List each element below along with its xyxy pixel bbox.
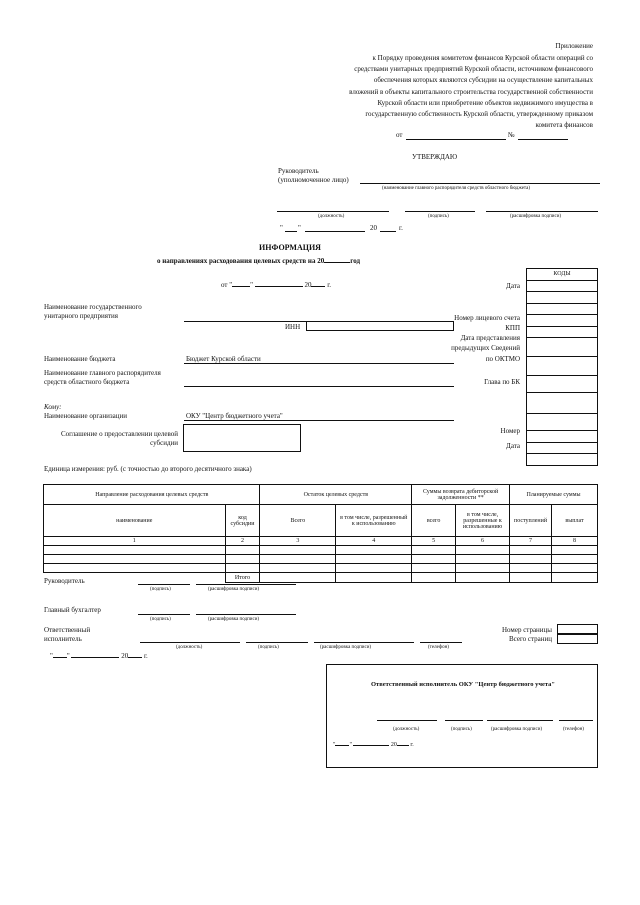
approve-date-quote-open: " xyxy=(280,224,283,232)
approver-org-line xyxy=(360,183,600,184)
footer-head-label: Руководитель xyxy=(44,577,85,585)
approver-org-caption: (наименование главного распорядителя средств областного бюджета) xyxy=(382,186,531,191)
approve-date-g: г. xyxy=(399,224,403,232)
orgname-value: ОКУ "Центр бюджетного учета" xyxy=(186,412,283,420)
total-pages-field[interactable] xyxy=(557,634,598,644)
resp-phone-caption: (телефон) xyxy=(428,645,449,650)
grbs-line[interactable] xyxy=(184,386,454,387)
code-cell-account[interactable] xyxy=(527,315,598,327)
doc-date-quote-close: " xyxy=(250,281,253,289)
cbu-date-g: г. xyxy=(410,742,414,748)
order-date-line xyxy=(406,139,506,140)
table-row xyxy=(44,546,598,555)
approver-signature-caption: (подпись) xyxy=(428,214,449,219)
cbu-dec-caption: (расшифровка подписи) xyxy=(491,727,543,732)
cell[interactable] xyxy=(552,564,598,573)
col-num: 4 xyxy=(336,537,412,546)
code-cell-date[interactable] xyxy=(527,280,598,292)
resp-sig-line[interactable] xyxy=(246,642,308,643)
footer-head-dec-caption: (расшифровка подписи) xyxy=(208,587,260,592)
responsible-label-2: исполнитель xyxy=(44,635,82,643)
cell[interactable] xyxy=(510,546,552,555)
col-num: 2 xyxy=(225,537,260,546)
appendix-line: вложений в объекты капитального строительства государственной собственности xyxy=(349,87,593,96)
cell[interactable] xyxy=(225,564,260,573)
code-cell-bk[interactable] xyxy=(527,376,598,393)
document-subtitle xyxy=(157,257,360,265)
cell[interactable] xyxy=(412,564,456,573)
appendix-title: Приложение xyxy=(555,42,593,50)
cell[interactable] xyxy=(552,573,598,583)
doc-date-year: 20 xyxy=(304,281,312,289)
page-number-field[interactable] xyxy=(557,624,598,634)
header-direction: Направление расходования целевых средств xyxy=(44,485,260,505)
order-from-label: от xyxy=(396,131,403,139)
doc-date-g: г. xyxy=(327,281,332,289)
cell[interactable] xyxy=(552,555,598,564)
cell[interactable] xyxy=(456,555,510,564)
main-table xyxy=(43,484,598,583)
chief-sig-caption: (подпись) xyxy=(150,617,171,622)
header-return: Суммы возврата дебиторской задолженности ** xyxy=(412,485,510,505)
agreement-field[interactable] xyxy=(183,424,301,452)
codes-table xyxy=(526,268,598,466)
col-num: 6 xyxy=(456,537,510,546)
order-number-label: № xyxy=(508,131,515,139)
cbu-date-quote-open: " xyxy=(333,742,336,748)
cbu-dec-line[interactable] xyxy=(487,720,553,721)
appendix-line: обеспечения которых являются субсидии на осуществление капитальных xyxy=(373,76,593,85)
document-title: ИНФОРМАЦИЯ xyxy=(259,243,321,252)
resp-pos-line[interactable] xyxy=(140,642,240,643)
doc-date xyxy=(221,281,331,289)
cbu-sig-line[interactable] xyxy=(445,720,483,721)
cell[interactable] xyxy=(44,546,226,555)
approver-decode-line xyxy=(486,211,598,212)
label-number: Номер xyxy=(500,427,520,435)
order-number-line xyxy=(518,139,568,140)
label-agreement-1: Соглашение о предоставлении целевой xyxy=(61,430,178,438)
cbu-sig-caption: (подпись) xyxy=(451,727,472,732)
footer-head-sig-caption: (подпись) xyxy=(150,587,171,592)
cell[interactable] xyxy=(412,573,456,583)
approve-date-year-line xyxy=(380,231,396,232)
label-grbs-2: средств областного бюджета xyxy=(44,378,130,386)
chief-dec-line[interactable] xyxy=(196,614,296,615)
header-code: код субсидии xyxy=(225,505,260,537)
code-cell-date2[interactable] xyxy=(527,442,598,454)
code-cell-prev-date[interactable] xyxy=(527,338,598,357)
approver-position-line xyxy=(277,211,389,212)
approver-decode-caption: (расшифровка подписи) xyxy=(510,214,562,219)
cell[interactable] xyxy=(456,573,510,583)
header-total: Всего xyxy=(260,505,336,537)
cell[interactable] xyxy=(260,546,336,555)
label-org-2: унитарного предприятия xyxy=(44,312,118,320)
cell[interactable] xyxy=(510,555,552,564)
table-total-row xyxy=(44,573,598,583)
chief-dec-caption: (расшифровка подписи) xyxy=(208,617,260,622)
footer-head-dec-line[interactable] xyxy=(196,584,296,585)
footer-date-year: 20 xyxy=(121,652,129,660)
header-payments: выплат xyxy=(552,505,598,537)
label-date-2: Дата xyxy=(506,442,520,450)
cell[interactable] xyxy=(336,573,412,583)
header-incl-2: в том числе, разрешенные к использованию xyxy=(456,505,510,537)
cell[interactable] xyxy=(260,573,336,583)
label-whom: Кому: xyxy=(44,403,62,411)
label-inn: ИНН xyxy=(285,323,301,331)
label-budget: Наименование бюджета xyxy=(44,355,116,363)
footer-head-sig-line[interactable] xyxy=(138,584,190,585)
cell[interactable] xyxy=(260,564,336,573)
inn-field[interactable] xyxy=(306,321,454,331)
code-cell-number[interactable] xyxy=(527,431,598,443)
cbu-date-quote-close: " xyxy=(349,742,352,748)
cbu-box xyxy=(326,664,598,768)
cbu-box-title: Ответственный исполнитель ОКУ "Центр бюджетного учета" xyxy=(370,681,556,688)
cell[interactable] xyxy=(552,546,598,555)
cell[interactable] xyxy=(44,555,226,564)
cell[interactable] xyxy=(510,573,552,583)
doc-date-quote-open: " xyxy=(229,281,233,289)
resp-pos-caption: (должность) xyxy=(176,645,203,650)
unit-label: Единица измерения: руб. (с точностью до второго десятичного знака) xyxy=(44,465,252,473)
codes-header: КОДЫ xyxy=(527,269,598,281)
cbu-date xyxy=(333,742,414,748)
approve-date-month-line xyxy=(305,231,365,232)
label-account: Номер лицевого счета xyxy=(454,314,520,322)
cell[interactable] xyxy=(456,564,510,573)
approve-title: УТВЕРЖДАЮ xyxy=(412,153,458,161)
code-cell-oktmo[interactable] xyxy=(527,357,598,376)
label-kpp: КПП xyxy=(505,324,520,332)
approver-sublabel: (уполномоченное лицо) xyxy=(278,176,349,184)
cell[interactable] xyxy=(336,564,412,573)
col-num: 5 xyxy=(412,537,456,546)
header-planned: Планируемые суммы xyxy=(510,485,598,505)
cell[interactable] xyxy=(412,555,456,564)
subtitle-year-label: год xyxy=(350,257,361,265)
label-org-1: Наименование государственного xyxy=(44,303,142,311)
subtitle-text: о направлениях расходования целевых средств на 20 xyxy=(157,257,325,265)
resp-phone-line[interactable] xyxy=(420,642,462,643)
cell[interactable] xyxy=(336,555,412,564)
col-num: 3 xyxy=(260,537,336,546)
code-cell[interactable] xyxy=(527,292,598,304)
col-num: 7 xyxy=(510,537,552,546)
appendix-text xyxy=(233,53,593,131)
budget-value: Бюджет Курской области xyxy=(186,355,261,363)
header-total-2: всего xyxy=(412,505,456,537)
footer-date-g: г. xyxy=(143,652,148,660)
label-date: Дата xyxy=(506,282,520,290)
resp-dec-line[interactable] xyxy=(314,642,414,643)
approver-label: Руководитель xyxy=(278,167,319,175)
table-row xyxy=(44,555,598,564)
footer-date-quote-close: " xyxy=(66,652,70,660)
cell[interactable] xyxy=(510,564,552,573)
label-agreement-2: субсидии xyxy=(150,439,178,447)
orgname-line xyxy=(184,420,454,421)
cell[interactable] xyxy=(412,546,456,555)
cell[interactable] xyxy=(44,564,226,573)
chief-sig-line[interactable] xyxy=(138,614,190,615)
header-remainder: Остаток целевых средств xyxy=(260,485,412,505)
cbu-date-year: 20 xyxy=(390,742,397,748)
responsible-label-1: Ответственный xyxy=(44,626,91,634)
code-cell[interactable] xyxy=(527,393,598,414)
cell[interactable] xyxy=(336,546,412,555)
cbu-pos-line[interactable] xyxy=(377,720,437,721)
cell[interactable] xyxy=(456,546,510,555)
cell[interactable] xyxy=(225,555,260,564)
total-label: Итого xyxy=(225,573,260,583)
approve-date-quote-close: " xyxy=(298,224,301,232)
doc-date-from: от xyxy=(221,281,228,289)
approve-date-day-line xyxy=(285,231,297,232)
label-prev-date-2: предыдущих Сведений xyxy=(451,344,520,352)
col-num: 1 xyxy=(44,537,226,546)
label-grbs-1: Наименование главного распорядителя xyxy=(44,369,161,377)
approver-position-caption: (должность) xyxy=(318,214,345,219)
code-cell[interactable] xyxy=(527,303,598,315)
footer-date-quote-open: " xyxy=(50,652,53,660)
cbu-phone-line[interactable] xyxy=(559,720,593,721)
cbu-pos-caption: (должность) xyxy=(393,727,420,732)
header-name: наименование xyxy=(44,505,226,537)
appendix-line: средствами унитарных предприятий Курской области, источником финансового xyxy=(354,65,593,74)
appendix-line: Курской области или приобретение объектов недвижимого имущества в xyxy=(377,98,593,107)
table-row xyxy=(44,564,598,573)
appendix-line: государственную собственность Курской области, утвержденному приказом xyxy=(365,110,593,119)
cbu-phone-caption: (телефон) xyxy=(563,727,584,732)
footer-date xyxy=(50,652,148,660)
col-num: 8 xyxy=(552,537,598,546)
budget-line xyxy=(184,363,454,364)
total-pages-label: Всего страниц xyxy=(508,635,552,643)
appendix-line: к Порядку проведения комитетом финансов Курской области операций со xyxy=(372,54,593,62)
appendix-line: комитета финансов xyxy=(535,121,593,130)
label-oktmo: по ОКТМО xyxy=(485,355,520,363)
resp-dec-caption: (расшифровка подписи) xyxy=(320,645,372,650)
code-cell-kpp[interactable] xyxy=(527,326,598,338)
page-number-label: Номер страницы xyxy=(501,626,552,634)
cell[interactable] xyxy=(260,555,336,564)
label-orgname: Наименование организации xyxy=(44,412,127,420)
approve-date-year: 20 xyxy=(370,224,377,232)
label-prev-date-1: Дата представления xyxy=(460,334,520,342)
label-bk: Глава по БК xyxy=(484,378,520,386)
resp-sig-caption: (подпись) xyxy=(258,645,279,650)
header-income: поступлений xyxy=(510,505,552,537)
code-cell[interactable] xyxy=(527,454,598,466)
chief-accountant-label: Главный бухгалтер xyxy=(44,606,101,614)
code-cell[interactable] xyxy=(527,414,598,431)
header-incl: в том числе, разрешенный к использованию xyxy=(336,505,412,537)
cell[interactable] xyxy=(225,546,260,555)
approver-signature-line xyxy=(405,211,475,212)
